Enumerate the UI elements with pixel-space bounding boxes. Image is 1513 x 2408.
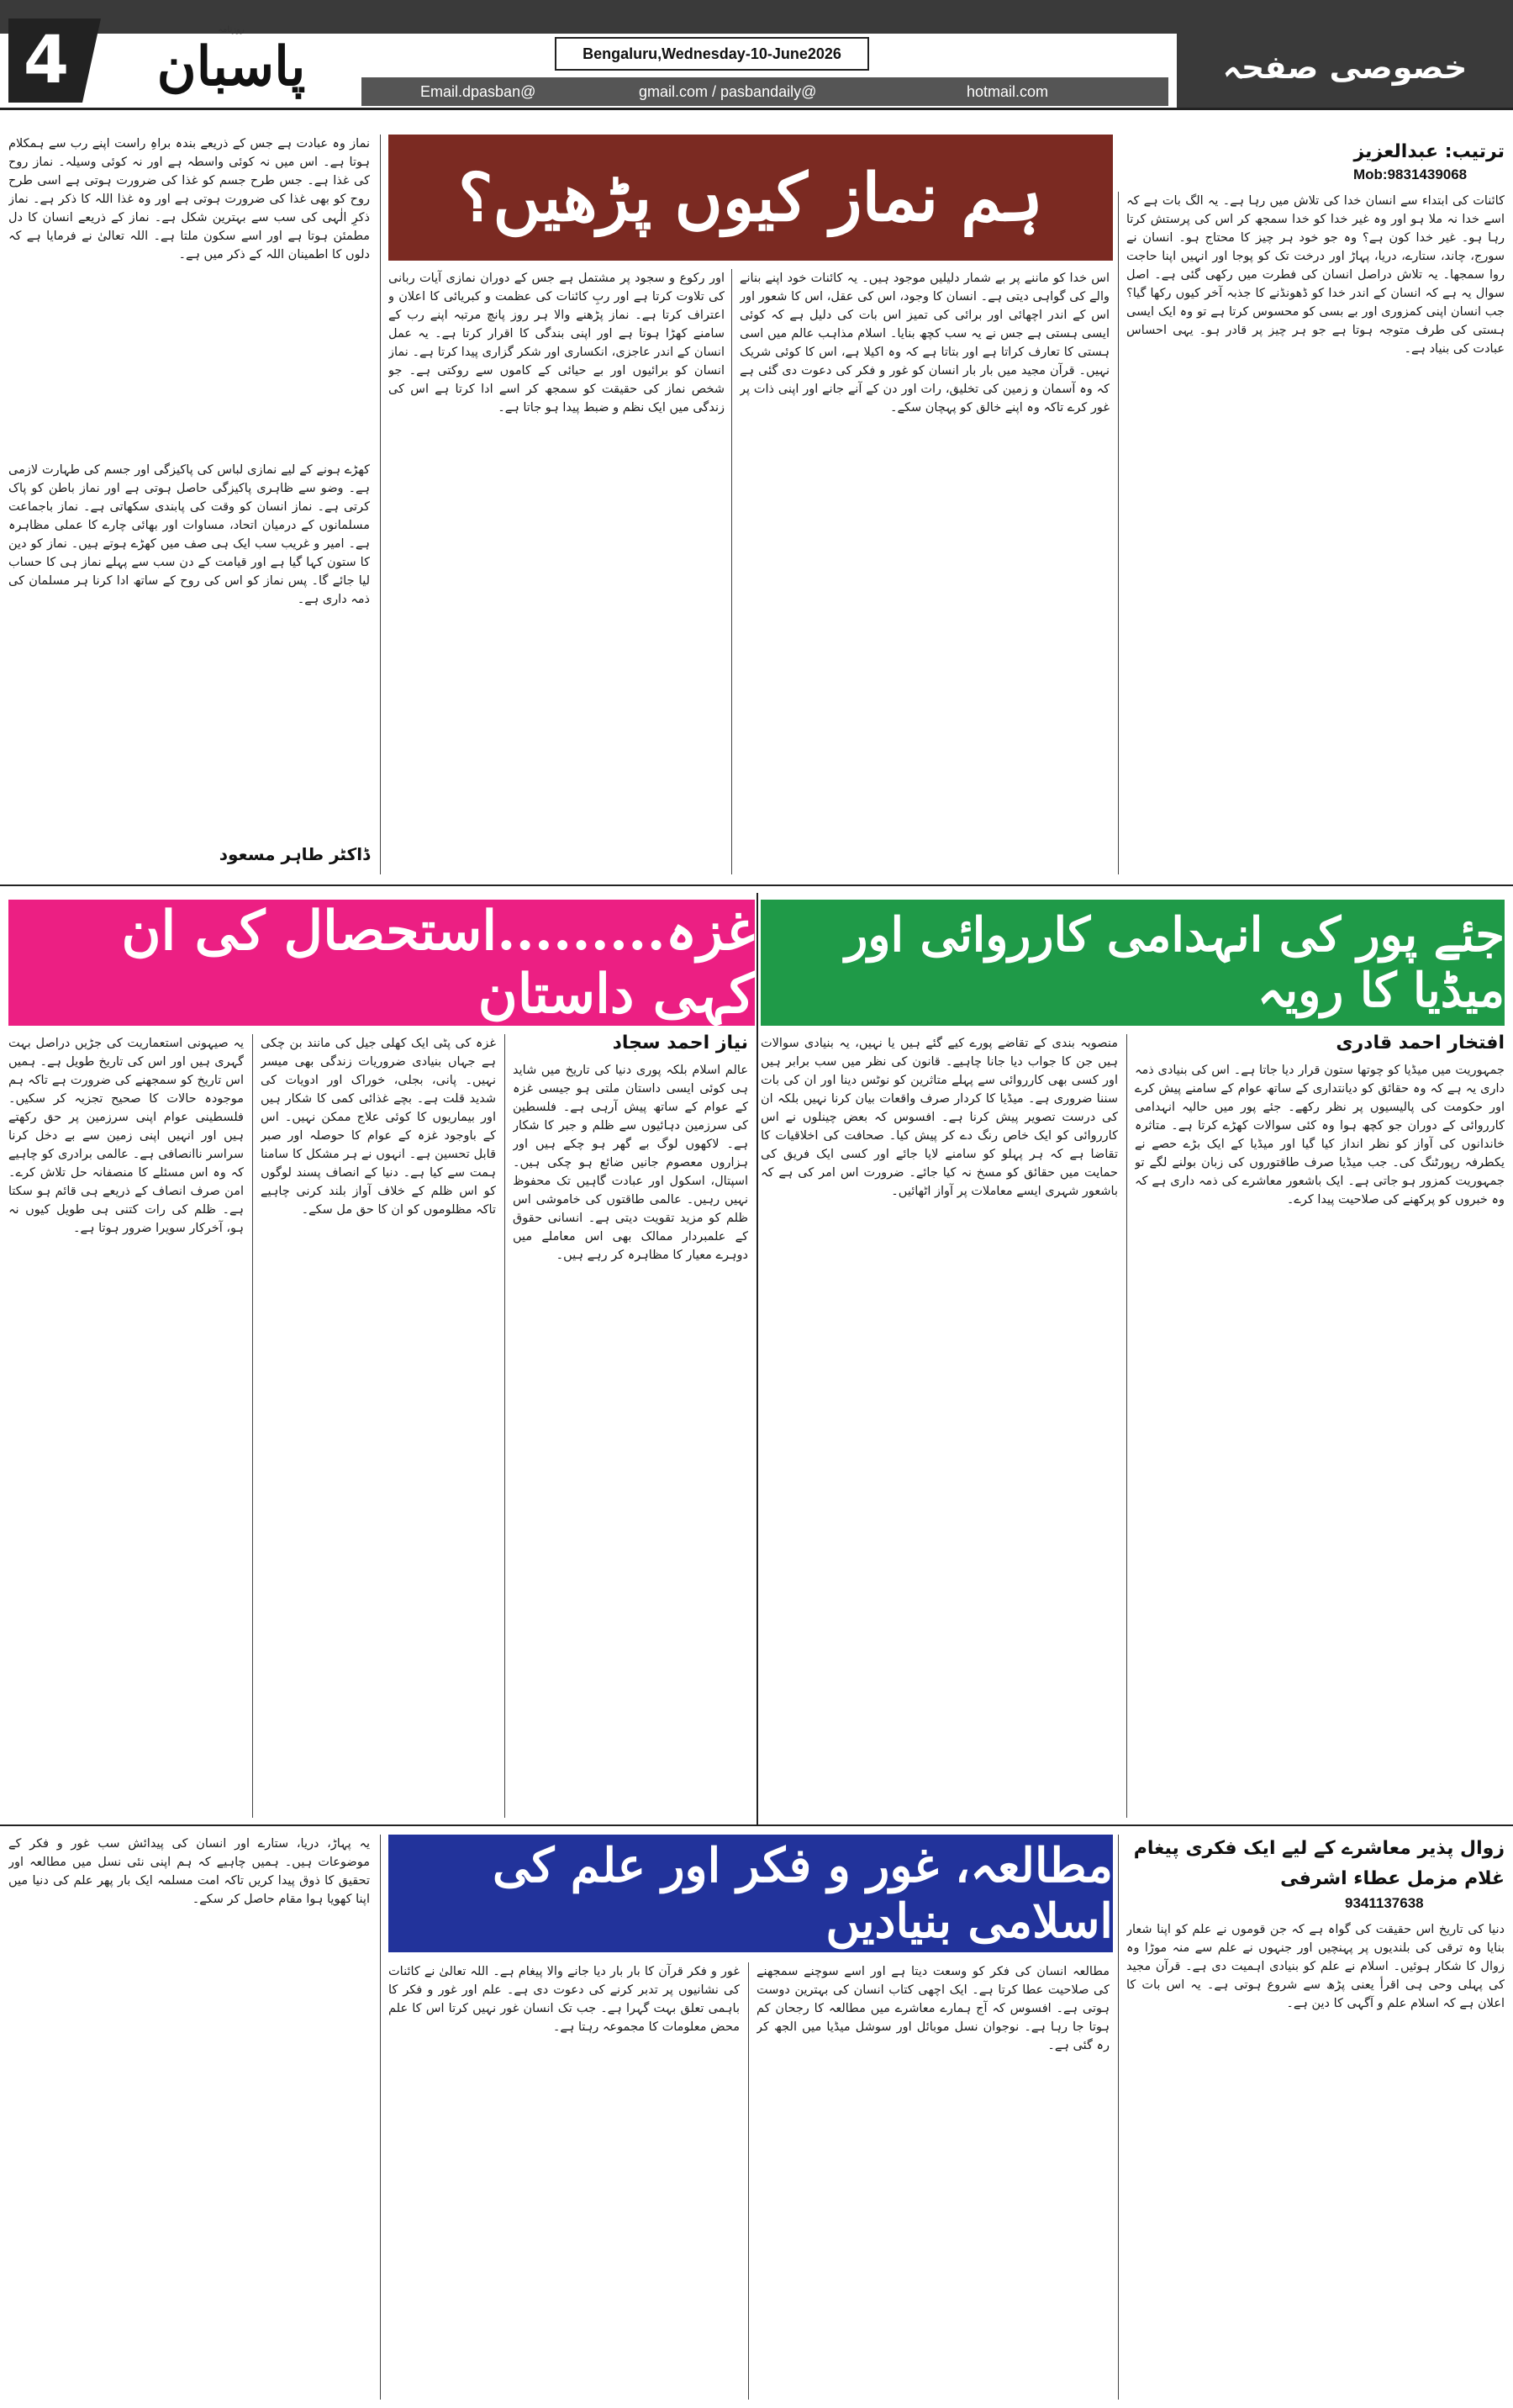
study-column-1: دنیا کی تاریخ اس حقیقت کی گواہ ہے کہ جن قوموں نے علم کو اپنا شعار بنایا وہ ترقی کی بلندیوں پر پہنچیں اور جنہوں نے علم سے منہ موڑا وہ زوال کا شکار ہوئیں۔ اسلام نے علم کو بنیادی اہمیت دی ہے۔ قرآن مجید کی پہلی وحی ہی اقرأ یعنی پڑھ سے شروع ہوتی ہے۔ یہ اس بات کا اعلان ہے کہ اسلام علم و آگہی کا دین ہے۔: [1126, 1923, 1505, 2010]
byline-media: افتخار احمد قادری: [1336, 1032, 1505, 1054]
headline-namaz-text: ہم نماز کیوں پڑھیں؟: [458, 159, 1043, 236]
media-column-2: منصوبہ بندی کے تقاضے پورے کیے گئے ہیں یا نہیں، یہ بنیادی سوالات ہیں جن کا جواب دیا جانا چاہیے۔ قانون کی نظر میں سب برابر ہیں اور کسی بھی کارروائی سے پہلے متاثرین کو نوٹس دینا اور ان کی بات سننا ضروری ہے۔ میڈیا کا کردار صرف واقعات بیان کرنا نہیں بلکہ ان کی درست تصویر پیش کرنا ہے۔ افسوس کہ بعض چینلوں نے اس کارروائی کو ایک خاص رنگ دے کر پیش کیا۔ صحافت کی اخلاقیات کا تقاضا ہے کہ ہر پہلو کو سامنے لایا جائے اور کسی ایک فریق کی حمایت میں حقائق کو مسخ نہ کیا جائے۔ ضرورت اس امر کی ہے کہ باشعور شہری ایسے معاملات پر آواز اٹھائیں۔: [761, 1037, 1118, 1198]
gmail-contact[interactable]: gmail.com / pasbandaily@: [639, 83, 817, 100]
study-column-2: مطالعہ انسان کی فکر کو وسعت دیتا ہے اور اسے سوچنے سمجھنے کی صلاحیت عطا کرتا ہے۔ ایک اچھی کتاب انسان کی بہترین دوست ہوتی ہے۔ افسوس کہ آج ہمارے معاشرے میں مطالعہ کا رجحان کم ہوتا جا رہا ہے۔ نوجوان نسل موبائل اور سوشل میڈیا میں الجھ کر رہ گئی ہے۔: [756, 1965, 1110, 2052]
namaz-column-2: اس خدا کو ماننے پر بے شمار دلیلیں موجود ہیں۔ یہ کائنات خود اپنے بنانے والے کی گواہی دیتی ہے۔ انسان کا وجود، اس کی عقل، اس کا شعور اور اس کے اندر اچھائی اور برائی کی تمیز اس بات کی دلیل ہے کہ کوئی ایسی ہستی ہے جس نے یہ سب کچھ بنایا۔ اسلام مذاہب عالم میں اسی ہستی کا تعارف کراتا ہے اور بتاتا ہے کہ وہ اکیلا ہے، اس کا کوئی شریک نہیں۔ قرآن مجید میں بار بار انسان کو غور و فکر کی دعوت دی گئی ہے کہ وہ آسمان و زمین کی تخلیق، رات اور دن کے آنے جانے اور اپنی ذات پر غور کرے تاکہ وہ اپنے خالق کو پہچان سکے۔: [740, 272, 1110, 415]
namaz-column-3: اور رکوع و سجود پر مشتمل ہے جس کے دوران نمازی آیات ربانی کی تلاوت کرتا ہے اور ربِ کائنات کی عظمت و کبریائی کا اعلان و اعتراف کرتا ہے۔ نماز پڑھنے والا ہر روز پانچ مرتبہ اپنے رب کے سامنے کھڑا ہوتا ہے اور اپنی بندگی کا اقرار کرتا ہے۔ یہ عمل انسان کے اندر عاجزی، انکساری اور شکر گزاری پیدا کرتا ہے۔ نماز انسان کو برائیوں اور بے حیائی کے کاموں سے روکتی ہے۔ جو شخص نماز کی حقیقت کو سمجھ کر اسے ادا کرتا ہے اس کی زندگی میں ایک نظم و ضبط پیدا ہو جاتا ہے۔: [388, 272, 725, 415]
byline-name: عبدالعزیز: [1353, 141, 1439, 162]
byline-prefix: ترتیب:: [1444, 141, 1505, 162]
namaz-column-4: نماز وہ عبادت ہے جس کے ذریعے بندہ براہِ راست اپنے رب سے ہمکلام ہوتا ہے۔ اس میں نہ کوئی واسطہ ہے اور نہ کوئی وسیلہ۔ نماز روح کی غذا ہے۔ جس طرح جسم کو غذا کی ضرورت ہوتی ہے اسی طرح روح کو بھی غذا کی ضرورت ہوتی ہے اور وہ غذا اللہ کا ذکر ہے۔ نماز ذکرِ الٰہی کی سب سے بہترین شکل ہے۔ نماز کے ذریعے انسان کا دل مطمئن ہوتا ہے اور اسے سکون ملتا ہے۔ اللہ تعالیٰ نے فرمایا ہے کہ دلوں کا اطمینان اللہ کے ذکر میں ہے۔: [8, 137, 370, 261]
headline-namaz: [388, 135, 1113, 261]
study-column-3: غور و فکر قرآن کا بار بار دیا جانے والا پیغام ہے۔ اللہ تعالیٰ نے کائنات کی نشانیوں پر تدبر کرنے کی دعوت دی ہے۔ علم اور غور و فکر کا باہمی تعلق بہت گہرا ہے۔ جب تک انسان غور نہیں کرتا اس کا علم محض معلومات کا مجموعہ رہتا ہے۔: [388, 1965, 740, 2034]
column-rule: [380, 135, 381, 874]
logo-tagline: روزنامہ: [218, 25, 245, 34]
media-column-1: جمہوریت میں میڈیا کو چوتھا ستون قرار دیا جاتا ہے۔ اس کی بنیادی ذمہ داری یہ ہے کہ وہ حقائق کو دیانتداری کے ساتھ عوام کے سامنے پیش کرے اور حکومت کی پالیسیوں پر نظر رکھے۔ جئے پور میں حالیہ انہدامی کارروائی کے دوران جو کچھ ہوا وہ کئی سوالات کھڑے کرتا ہے۔ متاثرہ خاندانوں کی آواز کو نظر انداز کیا گیا اور میڈیا کے ایک بڑے حصے نے یکطرفہ رپورٹنگ کی۔ جب میڈیا صرف طاقتوروں کی زبان بولنے لگے تو جمہوریت کمزور ہو جاتی ہے۔ ایک باشعور معاشرے کی ذمہ داری ہے کہ وہ خبروں کو پرکھنے کی صلاحیت پیدا کرے۔: [1135, 1064, 1505, 1207]
column-rule: [380, 1835, 381, 2400]
namaz-column-1: کائنات کی ابتداء سے انسان خدا کی تلاش میں رہا ہے۔ یہ الگ بات ہے کہ اسے خدا نہ ملا ہو اور وہ غیر خدا کو خدا سمجھ کر اس کی پرستش کرتا رہا ہو۔ غیر خدا کون ہے؟ وہ جو خود ہر چیز کا محتاج ہو۔ انسان نے سورج، چاند، ستارے، دریا، پہاڑ اور درخت تک کو پوجا اور انہیں اپنا حاجت روا سمجھا۔ یہ تلاش دراصل انسان کی فطرت میں رکھی گئی ہے۔ اصل سوال یہ ہے کہ انسان کے اندر خدا کو ڈھونڈنے کا جذبہ آخر کیوں رکھا گیا؟ جب انسان اپنی کمزوری اور بے بسی کو محسوس کرتا ہے تو وہ ایک ایسی ہستی کی طرف متوجہ ہوتا ہے جو ہر چیز پر قادر ہو۔ یہی احساس عبادت کی بنیاد ہے۔: [1126, 194, 1505, 356]
section-divider: [0, 885, 1513, 886]
gaza-column-2: غزہ کی پٹی ایک کھلی جیل کی مانند بن چکی ہے جہاں بنیادی ضروریات زندگی بھی میسر نہیں۔ پانی، بجلی، خوراک اور ادویات کی شدید قلت ہے۔ بچے غذائی کمی کا شکار ہیں اور بیماریوں کا کوئی علاج ممکن نہیں۔ اس کے باوجود غزہ کے عوام کا حوصلہ اور صبر قابل تحسین ہے۔ انہوں نے ہر مشکل کا سامنا ہمت سے کیا ہے۔ دنیا کے انصاف پسند لوگوں کو اس ظلم کے خلاف آواز بلند کرنی چاہیے تاکہ مظلوموں کو ان کا حق مل سکے۔: [261, 1037, 496, 1217]
article-divider: [756, 893, 758, 1826]
gaza-column-1: عالم اسلام بلکہ پوری دنیا کی تاریخ میں شاید ہی کوئی ایسی داستان ملتی ہو جیسی غزہ کے عوام کے ساتھ پیش آرہی ہے۔ فلسطین کی سرزمین دہائیوں سے ظلم و جبر کا شکار ہے۔ لاکھوں لوگ بے گھر ہو چکے ہیں اور ہزاروں معصوم جانیں ضائع ہو چکی ہیں۔ اسپتال، اسکول اور عبادت گاہیں تک محفوظ نہیں رہیں۔ عالمی طاقتوں کی خاموشی اس ظلم کو مزید تقویت دیتی ہے۔ انسانی حقوق کے علمبردار ممالک بھی اس معاملے میں دوہرے معیار کا مظاہرہ کر رہے ہیں۔: [513, 1064, 748, 1262]
column-rule: [1118, 192, 1119, 874]
masthead-rule: [0, 108, 1513, 110]
byline-namaz: [1311, 141, 1505, 166]
headline-gaza-text: غزہ.........استحصال کی ان کہی داستان: [121, 900, 755, 1026]
page-number: 4: [23, 23, 70, 98]
column-rule: [504, 1034, 505, 1818]
study-column-4: یہ پہاڑ، دریا، ستارے اور انسان کی پیدائش سب غور و فکر کے موضوعات ہیں۔ ہمیں چاہیے کہ ہم اپنی نئی نسل میں مطالعہ اور تحقیق کا ذوق پیدا کریں تاکہ امت مسلمہ ایک بار پھر علم کی دنیا میں اپنا کھویا ہوا مقام حاصل کر سکے۔: [8, 1837, 370, 1906]
logo-text: پاسبان: [156, 35, 306, 98]
headline-study: [388, 1835, 1113, 1952]
email-contact[interactable]: Email.dpasban@: [420, 83, 536, 100]
column-rule: [1118, 1835, 1119, 2400]
headline-media: [761, 900, 1505, 1026]
phone-namaz: Mob:9831439068: [1353, 166, 1468, 182]
phone-study: 9341137638: [1345, 1895, 1424, 1911]
headline-study-text: مطالعہ، غور و فکر اور علم کی اسلامی بنیادیں: [492, 1838, 1113, 1949]
byline-gaza: نیاز احمد سجاد: [612, 1032, 748, 1054]
gaza-column-3: یہ صیہونی استعماریت کی جڑیں دراصل بہت گہری ہیں اور اس کی تاریخ طویل ہے۔ ہمیں اس تاریخ کو سمجھنے کی ضرورت ہے تاکہ ہم موجودہ حالات کا صحیح تجزیہ کر سکیں۔ فلسطینی عوام اپنی سرزمین پر حق رکھتے ہیں اور انہیں اپنی زمین سے بے دخل کرنا سراسر ناانصافی ہے۔ عالمی برادری کو چاہیے کہ وہ اس مسئلے کا منصفانہ حل تلاش کرے۔ امن صرف انصاف کے ذریعے ہی قائم ہو سکتا ہے۔ ظلم کی رات کتنی ہی طویل کیوں نہ ہو، آخرکار سویرا ضرور ہوتا ہے۔: [8, 1037, 244, 1235]
column-rule: [731, 269, 732, 874]
column-rule: [252, 1034, 253, 1818]
column-rule: [748, 1962, 749, 2400]
section-title: خصوصی صفحہ: [1222, 49, 1468, 86]
study-subtitle: زوال پذیر معاشرے کے لیے ایک فکری پیغام: [1133, 1838, 1505, 1859]
namaz-author: ڈاکٹر طاہر مسعود: [219, 844, 370, 864]
section-divider: [0, 1824, 1513, 1826]
byline-study: غلام مزمل عطاء اشرفی: [1280, 1868, 1505, 1889]
masthead: [0, 0, 1513, 109]
namaz-column-5: کھڑے ہونے کے لیے نمازی لباس کی پاکیزگی اور جسم کی طہارت لازمی ہے۔ وضو سے ظاہری پاکیزگی حاصل ہوتی ہے اور نماز باطن کو پاک کرتی ہے۔ نماز انسان کو وقت کی پابندی سکھاتی ہے۔ نماز باجماعت مسلمانوں کے درمیان اتحاد، مساوات اور بھائی چارے کا عملی مظاہرہ ہے۔ امیر و غریب سب ایک ہی صف میں کھڑے ہوتے ہیں۔ نماز کو دین کا ستون کہا گیا ہے اور قیامت کے دن سب سے پہلے نماز ہی کا حساب لیا جائے گا۔ پس نماز کو اس کی روح کے ساتھ ادا کرنا ہر مسلمان کی ذمہ داری ہے۔: [8, 463, 370, 606]
dateline: Bengaluru,Wednesday-10-June2026: [583, 45, 841, 62]
column-rule: [1126, 1034, 1127, 1818]
hotmail-contact[interactable]: hotmail.com: [967, 83, 1049, 100]
headline-gaza: [8, 900, 755, 1026]
headline-media-text: جئے پور کی انہدامی کارروائی اور میڈیا کا رویہ: [845, 907, 1505, 1018]
